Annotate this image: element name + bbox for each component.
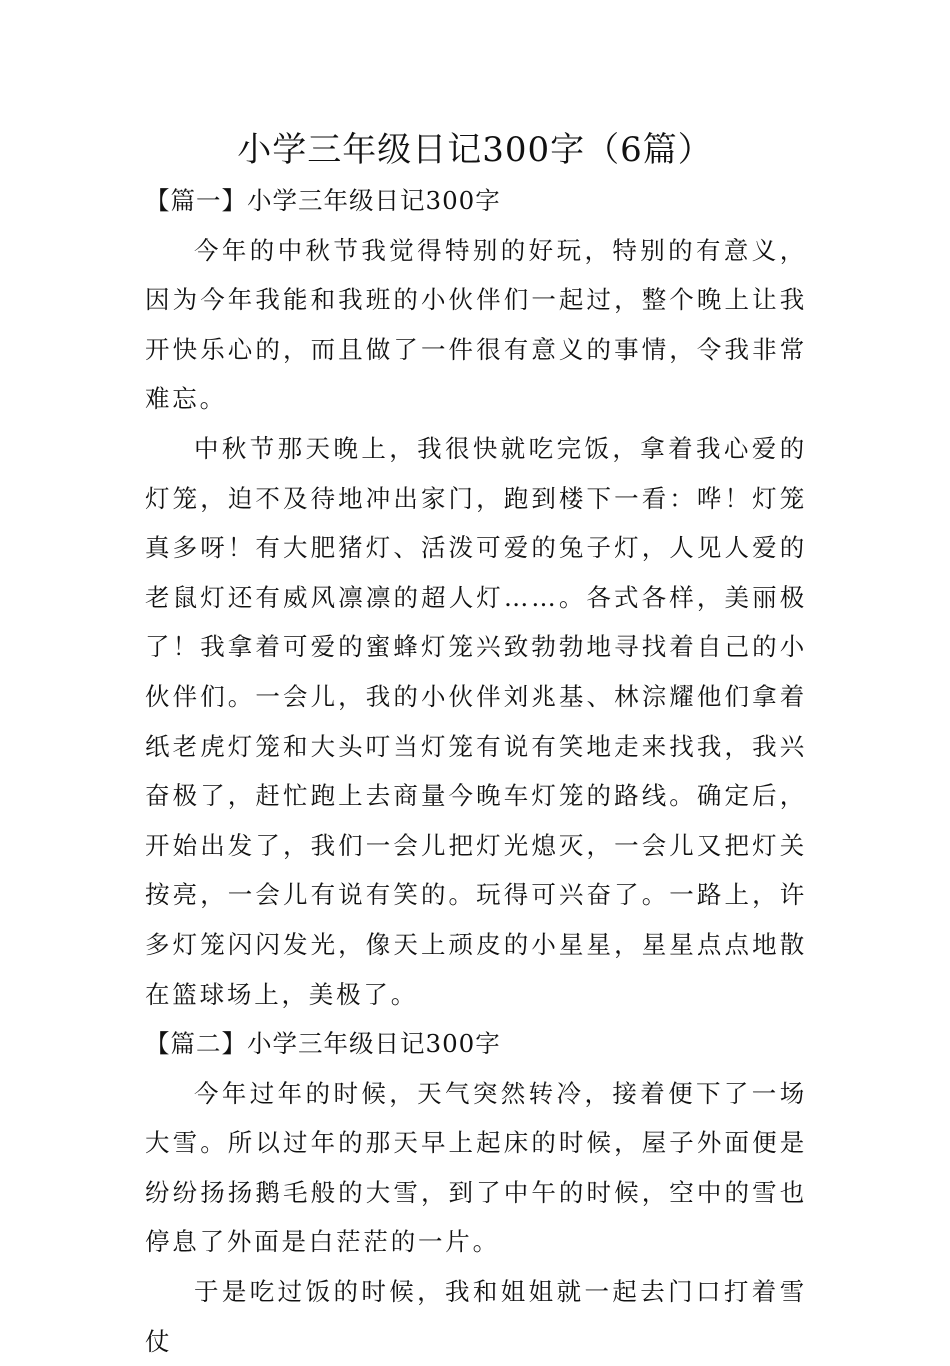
section-heading-2: 【篇二】小学三年级日记300字 (145, 1029, 501, 1059)
page-title: 小学三年级日记300字（6篇） (237, 130, 713, 170)
paragraph: 今年过年的时候，天气突然转冷，接着便下了一场大雪。所以过年的那天早上起床的时候，屋子外面便是纷纷扬扬鹅毛般的大雪，到了中午的时候，空中的雪也停息了外面是白茫茫的一片。 (145, 1078, 807, 1257)
paragraph: 于是吃过饭的时候，我和姐姐就一起去门口打着雪仗 (145, 1277, 807, 1356)
section-heading-1: 【篇一】小学三年级日记300字 (145, 186, 501, 215)
paragraph: 今年的中秋节我觉得特别的好玩，特别的有意义，因为今年我能和我班的小伙伴们一起过，整个晚上让我开快乐心的，而且做了一件很有意义的事情，令我非常难忘。 (145, 235, 807, 414)
document-body (145, 176, 807, 1366)
paragraph: 中秋节那天晚上，我很快就吃完饭，拿着我心爱的灯笼，迫不及待地冲出家门，跑到楼下一看：哗！灯笼真多呀！有大肥猪灯、活泼可爱的兔子灯，人见人爱的老鼠灯还有威风凛凛的超人灯……。各式各样，美丽极了！我拿着可爱的蜜蜂灯笼兴致勃勃地寻找着自己的小伙伴们。一会儿，我的小伙伴刘兆基、林淙耀他们拿着纸老虎灯笼和大头叮当灯笼有说有笑地走来找我，我兴奋极了，赶忙跑上去商量今晚车灯笼的路线。确定后，开始出发了，我们一会儿把灯光熄灭，一会儿又把灯关按亮，一会儿有说有笑的。玩得可兴奋了。一路上，许多灯笼闪闪发光，像天上顽皮的小星星，星星点点地散在篮球场上，美极了。 (145, 433, 807, 1009)
